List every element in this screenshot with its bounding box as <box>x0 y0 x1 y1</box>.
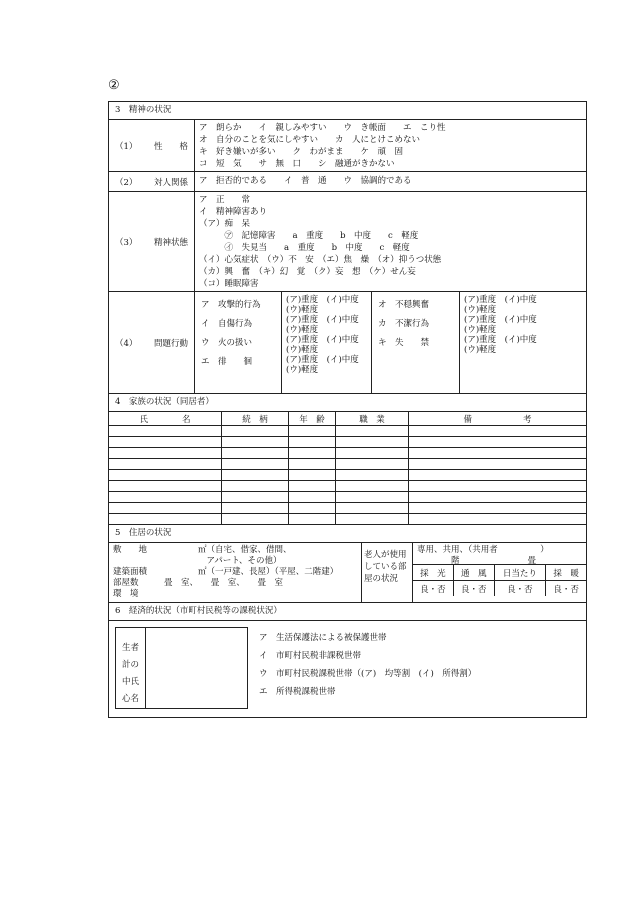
cond-sunlight: 日当たり <box>494 565 546 581</box>
section-6-title: 6 経済的状況（市町村民税等の課税状況） <box>109 603 586 621</box>
mental-line: ㋑ 失見当 a 重度 b 中度 c 軽度 <box>199 243 410 253</box>
severity-line: (ア)重度 (イ)中度 <box>286 355 359 365</box>
behavior-item: ウ 火の扱い <box>201 338 253 348</box>
severity-line: (ア)重度 (イ)中度 <box>464 295 537 305</box>
mental-num: （3） <box>115 237 138 248</box>
breadwinner-name-field[interactable] <box>146 628 247 708</box>
section-5-title: 5 住居の状況 <box>109 525 586 543</box>
behavior-right-severity <box>460 292 586 393</box>
personality-line: ア 朗らか イ 親しみやすい ウ き帳面 エ こり性 <box>199 123 446 133</box>
tax-status-options <box>259 621 586 717</box>
family-row <box>109 448 586 459</box>
col-name: 氏 名 <box>109 412 222 426</box>
mental-line: ア 正 常 <box>199 195 251 205</box>
tax-option[interactable]: ア 生活保護法による被保護世帯 <box>259 633 387 643</box>
tax-option[interactable]: エ 所得税課税世帯 <box>259 687 336 697</box>
mental-options <box>195 192 586 291</box>
family-table <box>109 412 586 524</box>
housing-details <box>109 543 361 602</box>
cond-ventilation-value[interactable]: 良・否 <box>453 581 494 597</box>
housing-line: 部屋数 畳 室、 畳 室、 畳 室 <box>113 578 284 588</box>
cond-heating: 採 暖 <box>546 565 586 581</box>
family-row <box>109 470 586 481</box>
cond-heating-value[interactable]: 良・否 <box>546 581 586 597</box>
breadwinner-label: 生者 計の 中氏 心名 <box>116 628 146 708</box>
col-relation: 続 柄 <box>222 412 289 426</box>
family-row <box>109 459 586 470</box>
tax-option[interactable]: イ 市町村民税非課税世帯 <box>259 651 362 661</box>
behavior-left-items <box>195 292 282 393</box>
economic-row <box>109 621 586 717</box>
personality-line: キ 好き嫌いが多い ク わがまま ケ 頑 固 <box>199 147 404 157</box>
cond-light: 採 光 <box>413 565 453 581</box>
relation-options: ア 拒否的である イ 普 通 ウ 協調的である <box>199 176 412 186</box>
cond-ventilation: 通 風 <box>453 565 494 581</box>
behavior-item: ア 攻撃的行為 <box>201 300 261 310</box>
housing-row <box>109 543 586 603</box>
mental-line: （コ）睡眠障害 <box>199 279 259 289</box>
severity-line: (ウ)軽度 <box>464 345 497 355</box>
section-4-title: 4 家族の状況（同居者） <box>109 394 586 412</box>
col-age: 年 齢 <box>289 412 336 426</box>
personality-label: 性 格 <box>153 141 188 152</box>
behavior-row <box>109 292 586 394</box>
severity-line: (ア)重度 (イ)中度 <box>286 315 359 325</box>
page-mark: ② <box>108 78 120 93</box>
personality-options <box>195 120 586 171</box>
severity-line: (ウ)軽度 <box>286 365 319 375</box>
cond-light-value[interactable]: 良・否 <box>413 581 453 597</box>
severity-line: (ア)重度 (イ)中度 <box>464 335 537 345</box>
housing-line: アパート、その他） <box>113 556 282 566</box>
relation-row <box>109 172 586 192</box>
personality-line: オ 自分のことを気にしやすい カ 人にとけこめない <box>199 135 421 145</box>
tax-option[interactable]: ウ 市町村民税課税世帯（(ア) 均等割 (イ) 所得割） <box>259 669 477 679</box>
mental-line: イ 精神障害あり <box>199 207 268 217</box>
housing-line: 建築面積 ㎡（一戸建、長屋）（平屋、二階建） <box>113 567 339 577</box>
behavior-item: カ 不潔行為 <box>378 319 430 329</box>
relation-label: 対人関係 <box>153 177 188 188</box>
personality-line: コ 短 気 サ 無 口 シ 融通がきかない <box>199 159 395 169</box>
breadwinner-box <box>115 627 248 709</box>
behavior-item: イ 自傷行為 <box>201 319 253 329</box>
room-status <box>413 543 586 602</box>
personality-num: （1） <box>115 141 138 152</box>
section-3-title: 3 精神の状況 <box>109 102 586 120</box>
mental-label: 精神状態 <box>153 237 188 248</box>
family-row <box>109 492 586 503</box>
mental-line: （ア）痴 呆 <box>199 219 251 229</box>
behavior-item: エ 徘 徊 <box>201 357 253 367</box>
severity-line: (ア)重度 (イ)中度 <box>286 335 359 345</box>
family-row <box>109 437 586 448</box>
mental-line: ㋐ 記憶障害 a 重度 b 中度 c 軽度 <box>199 231 419 241</box>
room-use: 専用、共用、（共用者 ） 階 畳 <box>413 543 586 565</box>
family-row <box>109 514 586 525</box>
severity-line: (ウ)軽度 <box>464 305 497 315</box>
relation-num: （2） <box>115 177 138 188</box>
mental-line: （イ）心気症状 （ウ）不 安 （エ）焦 燥 （オ）抑うつ状態 <box>199 255 442 265</box>
family-row <box>109 503 586 514</box>
room-status-label: 老人が使用 している部 屋の状況 <box>361 543 413 602</box>
housing-line: 敷 地 ㎡（自宅、借家、借間、 <box>113 545 292 555</box>
mental-line: （カ）興 奮 （キ）幻 覚 （ク）妄 想 （ケ）せん妄 <box>199 267 416 277</box>
severity-line: (ウ)軽度 <box>286 325 319 335</box>
housing-line: 環 境 <box>113 589 139 599</box>
severity-line: (ア)重度 (イ)中度 <box>464 315 537 325</box>
severity-line: (ウ)軽度 <box>286 345 319 355</box>
behavior-num: （4） <box>115 338 138 349</box>
family-row <box>109 481 586 492</box>
behavior-item: オ 不穏興奮 <box>378 300 430 310</box>
room-conditions <box>413 565 586 596</box>
behavior-item: キ 失 禁 <box>378 338 430 348</box>
severity-line: (ウ)軽度 <box>464 325 497 335</box>
mental-row <box>109 192 586 292</box>
personality-row <box>109 120 586 172</box>
family-row <box>109 426 586 437</box>
behavior-left-severity <box>282 292 372 393</box>
cond-sunlight-value[interactable]: 良・否 <box>494 581 546 597</box>
severity-line: (ウ)軽度 <box>286 305 319 315</box>
assessment-form <box>108 101 587 718</box>
behavior-right-items <box>372 292 460 393</box>
col-notes: 備 考 <box>409 412 587 426</box>
col-occupation: 職 業 <box>336 412 409 426</box>
behavior-label: 問題行動 <box>153 338 188 349</box>
severity-line: (ア)重度 (イ)中度 <box>286 295 359 305</box>
